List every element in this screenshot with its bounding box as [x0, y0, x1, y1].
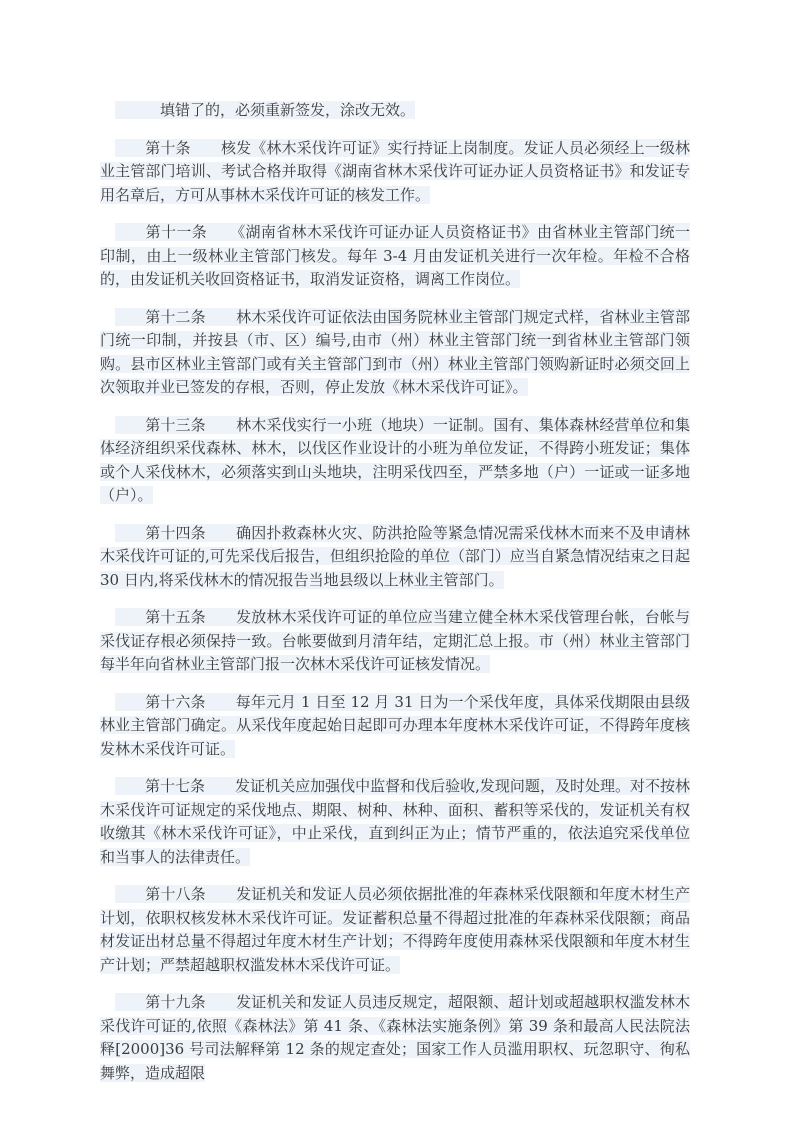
- paragraph-article-18: [100, 883, 690, 977]
- paragraph-text: 第十九条 发证机关和发证人员违反规定，超限额、超计划或超越职权滥发林木采伐许可证的,依照《森林法》第 41 条、《森林法实施条例》第 39 条和最高人民法院法释[2000]36 号司法解释第 12 条的规定查处；国家工作人员滥用职权、玩忽职守、徇私舞弊，造成超限: [100, 993, 690, 1082]
- paragraph-article-19: [100, 991, 690, 1085]
- paragraph-text: 第十五条 发放林木采伐许可证的单位应当建立健全林木采伐管理台帐，台帐与采伐证存根必须保持一致。台帐要做到月清年结，定期汇总上报。市（州）林业主管部门每半年向省林业主管部门报一次林木采伐许可证核发情况。: [100, 608, 690, 673]
- paragraph-article-17: [100, 775, 690, 869]
- paragraph-article-12: [100, 306, 690, 400]
- paragraph-article-15: [100, 606, 690, 677]
- paragraph-text: 第十三条 林木采伐实行一小班（地块）一证制。国有、集体森林经营单位和集体经济组织采伐森林、林木，以伐区作业设计的小班为单位发证，不得跨小班发证；集体或个人采伐林木，必须落实到山头地块，注明采伐四至，严禁多地（户）一证或一证多地（户）。: [100, 415, 690, 504]
- paragraph-text: 第十六条 每年元月 1 日至 12 月 31 日为一个采伐年度，具体采伐期限由县级林业主管部门确定。从采伐年度起始日起即可办理本年度林木采伐许可证，不得跨年度核发林木采伐许可证。: [100, 692, 690, 758]
- paragraph-text: 第十八条 发证机关和发证人员必须依据批准的年森林采伐限额和年度木材生产计划，依职权核发林木采伐许可证。发证蓄积总量不得超过批准的年森林采伐限额；商品材发证出材总量不得超过年度木材生产计划；不得跨年度使用森林采伐限额和年度木材生产计划；严禁超越职权滥发林木采伐许可证。: [100, 885, 690, 974]
- paragraph-text: 第十条 核发《林木采伐许可证》实行持证上岗制度。发证人员必须经上一级林业主管部门培训、考试合格并取得《湖南省林木采伐许可证办证人员资格证书》和发证专用名章后，方可从事林木采伐许可证的核发工作。: [100, 138, 690, 204]
- paragraph-text: 第十一条 《湖南省林木采伐许可证办证人员资格证书》由省林业主管部门统一印制，由上一级林业主管部门核发。每年 3-4 月由发证机关进行一次年检。年检不合格的，由发证机关收回资格证书，取消发证资格，调离工作岗位。: [100, 223, 690, 288]
- paragraph-article-16: [100, 691, 690, 762]
- paragraph-article-13: [100, 414, 690, 508]
- paragraph-article-14: [100, 522, 690, 593]
- paragraph-article-10: [100, 137, 690, 208]
- paragraph-text: 第十七条 发证机关应加强伐中监督和伐后验收,发现问题，及时处理。对不按林木采伐许可证规定的采伐地点、期限、树种、林种、面积、蓄积等采伐的，发证机关有权收缴其《林木采伐许可证》，中止采伐，直到纠正为止；情节严重的，依法追究采伐单位和当事人的法律责任。: [100, 777, 690, 866]
- paragraph-intro-continuation: [100, 99, 690, 123]
- paragraph-text: 第十四条 确因扑救森林火灾、防洪抢险等紧急情况需采伐林木而来不及申请林木采伐许可证的,可先采伐后报告，但组织抢险的单位（部门）应当自紧急情况结束之日起 30 日内,将采伐林木的情况报告当地县级以上林业主管部门。: [100, 523, 690, 589]
- paragraph-text: 填错了的，必须重新签发，涂改无效。: [115, 101, 416, 119]
- paragraph-article-11: [100, 221, 690, 292]
- paragraph-text: 第十二条 林木采伐许可证依法由国务院林业主管部门规定式样，省林业主管部门统一印制，并按县（市、区）编号,由市（州）林业主管部门统一到省林业主管部门领购。县市区林业主管部门或有关主管部门到市（州）林业主管部门领购新证时必须交回上次领取并业已签发的存根，否则，停止发放《林木采伐许可证》。: [100, 307, 690, 396]
